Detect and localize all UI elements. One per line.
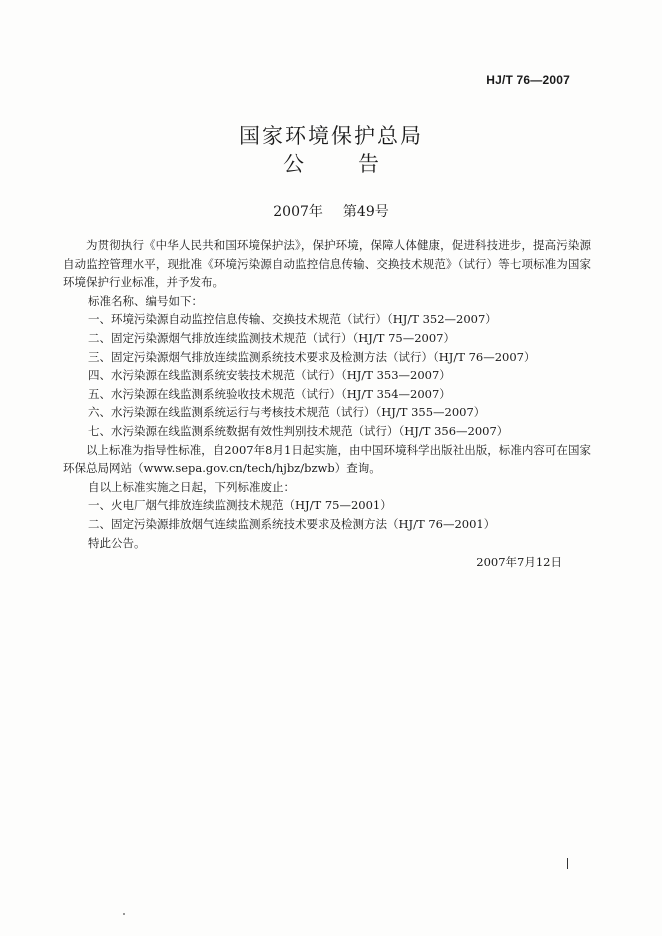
scan-speck	[123, 913, 125, 915]
abolished-item-2: 二、固定污染源排放烟气连续监测系统技术要求及检测方法（HJ/T 76—2001）	[88, 516, 496, 531]
closing-line: 特此公告。	[88, 535, 146, 550]
standard-code: HJ/T 76—2007	[486, 73, 570, 87]
abolished-heading: 自以上标准实施之日起，下列标准废止：	[88, 479, 295, 494]
standard-item-2: 二、固定污染源烟气排放连续监测技术规范（试行）（HJ/T 75—2007）	[88, 330, 455, 345]
list-heading: 标准名称、编号如下：	[88, 293, 203, 308]
standard-item-5: 五、水污染源在线监测系统验收技术规范（试行）（HJ/T 354—2007）	[88, 386, 451, 401]
abolished-item-1: 一、火电厂烟气排放连续监测技术规范（HJ/T 75—2001）	[88, 498, 392, 513]
standard-item-3: 三、固定污染源烟气排放连续监测系统技术要求及检测方法（试行）（HJ/T 76—2007）	[88, 349, 536, 364]
standard-item-7: 七、水污染源在线监测系统数据有效性判别技术规范（试行）（HJ/T 356—2007）	[88, 423, 509, 438]
standard-item-1: 一、环境污染源自动监控信息传输、交换技术规范（试行）（HJ/T 352—2007）	[88, 312, 497, 327]
notice-char-1: 公	[283, 152, 304, 176]
page-mark	[567, 858, 568, 869]
standard-item-6: 六、水污染源在线监测系统运行与考核技术规范（试行）（HJ/T 355—2007）	[88, 405, 486, 420]
issue-date: 2007年7月12日	[476, 555, 562, 569]
issuer-title: 国家环境保护总局	[239, 124, 423, 148]
notice-body	[63, 236, 591, 552]
effective-paragraph: 以上标准为指导性标准，自2007年8月1日起实施，由中国环境科学出版社出版，标准内容可在国家环保总局网站（www.sepa.gov.cn/tech/hjbz/bzwb）查询。	[63, 442, 591, 476]
intro-paragraph: 为贯彻执行《中华人民共和国环境保护法》，保护环境，保障人体健康，促进科技进步，提高污染源自动监控管理水平，现批准《环境污染源自动监控信息传输、交换技术规范》（试行）等七项标准为国家环境保护行业标准，并予发布。	[63, 238, 591, 290]
notice-title	[0, 148, 662, 178]
doc-year: 2007年	[273, 204, 323, 220]
notice-char-2: 告	[358, 152, 379, 176]
standard-item-4: 四、水污染源在线监测系统安装技术规范（试行）（HJ/T 353—2007）	[88, 368, 451, 383]
document-number	[0, 201, 662, 221]
doc-number: 第49号	[342, 204, 389, 220]
